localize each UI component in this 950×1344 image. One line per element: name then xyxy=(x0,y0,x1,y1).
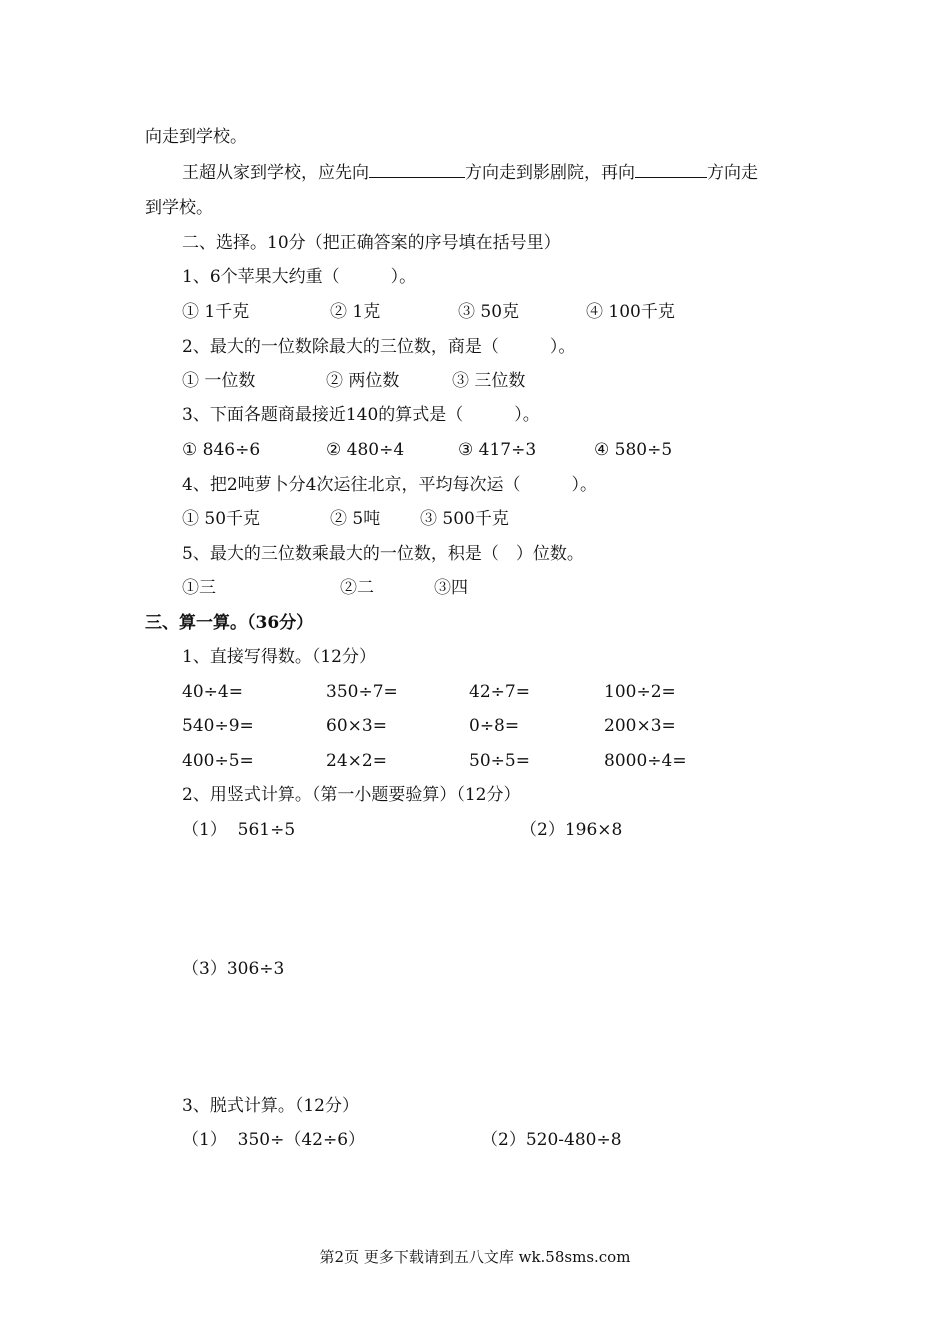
oral-calc-r1-c3: 42÷7= xyxy=(469,682,530,702)
section-2-heading: 二、选择。10分（把正确答案的序号填在括号里） xyxy=(182,233,561,253)
q3-option-2: ② 480÷4 xyxy=(326,440,405,460)
intro-line-2-a: 王超从家到学校，应先向 xyxy=(182,163,369,183)
q2-option-2: ② 两位数 xyxy=(326,371,400,391)
oral-calc-r1-c4: 100÷2= xyxy=(604,682,676,702)
oral-calc-r2-c3: 0÷8= xyxy=(469,716,520,736)
q2-option-3: ③ 三位数 xyxy=(452,371,526,391)
q5-option-3: ③四 xyxy=(434,578,468,598)
oral-calc-r1-c2: 350÷7= xyxy=(326,682,398,702)
q4-option-1: ① 50千克 xyxy=(182,509,261,529)
oral-calc-r2-c4: 200×3= xyxy=(604,716,676,736)
page-footer: 第2页 更多下载请到五八文库 wk.58sms.com xyxy=(319,1248,631,1266)
question-4: 4、把2吨萝卜分4次运往北京，平均每次运（ ）。 xyxy=(182,475,597,495)
sub-3-title: 3、脱式计算。（12分） xyxy=(182,1096,359,1116)
q4-option-2: ② 5吨 xyxy=(330,509,381,529)
oral-calc-r1-c1: 40÷4= xyxy=(182,682,243,702)
oral-calc-r2-c2: 60×3= xyxy=(326,716,387,736)
q5-option-2: ②二 xyxy=(340,578,374,598)
q2-option-1: ① 一位数 xyxy=(182,371,256,391)
intro-line-2-b: 方向走到影剧院，再向 xyxy=(465,163,635,183)
q4-option-3: ③ 500千克 xyxy=(420,509,509,529)
oral-calc-r2-c1: 540÷9= xyxy=(182,716,254,736)
intro-line-2 xyxy=(182,161,758,184)
vertical-calc-1: （1） 561÷5 xyxy=(182,820,296,840)
answer-blank-2[interactable] xyxy=(635,161,707,178)
question-5: 5、最大的三位数乘最大的一位数，积是（ ）位数。 xyxy=(182,544,584,564)
sub-1-title: 1、直接写得数。（12分） xyxy=(182,647,376,667)
oral-calc-r3-c2: 24×2= xyxy=(326,751,387,771)
section-3-heading: 三、算一算。（36分） xyxy=(145,613,314,633)
sub-2-title: 2、用竖式计算。（第一小题要验算）（12分） xyxy=(182,785,521,805)
intro-line-1: 向走到学校。 xyxy=(145,127,247,147)
vertical-calc-2: （2）196×8 xyxy=(520,820,623,840)
oral-calc-r3-c4: 8000÷4= xyxy=(604,751,687,771)
oral-calc-r3-c1: 400÷5= xyxy=(182,751,254,771)
step-calc-2: （2）520-480÷8 xyxy=(481,1130,622,1150)
q1-option-1: ① 1千克 xyxy=(182,302,250,322)
oral-calc-r3-c3: 50÷5= xyxy=(469,751,530,771)
intro-line-2-c: 方向走 xyxy=(707,163,758,183)
q1-option-3: ③ 50克 xyxy=(458,302,520,322)
answer-blank-1[interactable] xyxy=(369,161,465,178)
question-2: 2、最大的一位数除最大的三位数，商是（ ）。 xyxy=(182,337,576,357)
q3-option-4: ④ 580÷5 xyxy=(594,440,673,460)
question-3: 3、下面各题商最接近140的算式是（ ）。 xyxy=(182,405,540,425)
q1-option-2: ② 1克 xyxy=(330,302,381,322)
question-1: 1、6个苹果大约重（ ）。 xyxy=(182,267,417,287)
q5-option-1: ①三 xyxy=(182,578,216,598)
q3-option-3: ③ 417÷3 xyxy=(458,440,537,460)
vertical-calc-3: （3）306÷3 xyxy=(182,959,285,979)
q1-option-4: ④ 100千克 xyxy=(586,302,675,322)
q3-option-1: ① 846÷6 xyxy=(182,440,261,460)
step-calc-1: （1） 350÷（42÷6） xyxy=(182,1130,366,1150)
intro-line-3: 到学校。 xyxy=(145,198,213,218)
